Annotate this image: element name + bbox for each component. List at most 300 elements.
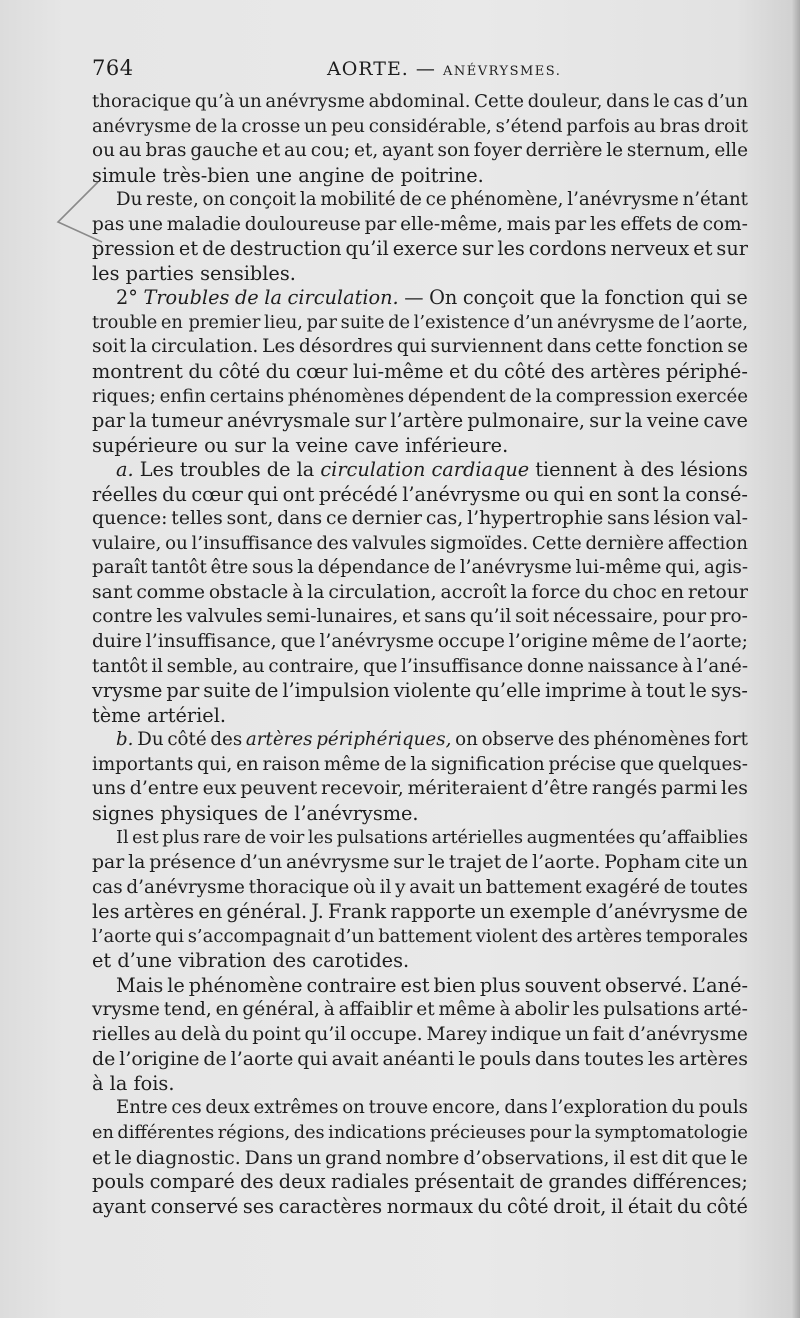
- text-line: [92, 1195, 748, 1220]
- word: sternum,: [626, 140, 711, 162]
- word: périphé-: [666, 360, 748, 384]
- word: différentes: [117, 1122, 215, 1143]
- word: circulation.: [150, 336, 259, 358]
- running-head-subtitle: ANÉVRYSMES.: [442, 64, 562, 79]
- word: sur: [716, 237, 748, 261]
- word: On: [429, 286, 458, 310]
- word: vibration: [178, 949, 267, 973]
- word: sys-: [710, 679, 748, 703]
- text-line: [92, 385, 748, 410]
- word: la: [109, 1071, 128, 1095]
- word: qu’il: [345, 237, 389, 261]
- word: était: [627, 1194, 673, 1218]
- text-line: [92, 925, 748, 950]
- word: montrent: [92, 360, 183, 384]
- word: uns: [92, 778, 126, 800]
- word: donne: [526, 655, 584, 677]
- word: à: [623, 458, 635, 482]
- text-line: [92, 262, 748, 287]
- word: très-bien: [162, 163, 250, 187]
- text-line: [92, 507, 748, 532]
- word: d’un: [707, 91, 748, 112]
- word: a.: [116, 458, 134, 482]
- word: son: [437, 140, 470, 162]
- word: même: [323, 753, 381, 775]
- word: du: [677, 1194, 702, 1218]
- word: l’aorte: [92, 925, 152, 947]
- word: un: [723, 851, 748, 873]
- word: contraire: [306, 973, 397, 997]
- word: côté: [503, 360, 546, 384]
- page-edge-shadow: [792, 0, 800, 1318]
- word: les: [92, 900, 120, 924]
- word: vrysme: [92, 679, 163, 703]
- word: inférieure.: [405, 433, 509, 457]
- word: tout: [646, 679, 686, 703]
- word: l’ané-: [696, 655, 748, 677]
- word: des: [210, 729, 243, 751]
- word: un: [238, 91, 262, 112]
- word: encore,: [431, 1097, 501, 1119]
- word: bien: [433, 973, 476, 997]
- word: de: [384, 753, 407, 775]
- text-line: [92, 532, 748, 557]
- word: pour: [529, 1122, 572, 1143]
- word: artères: [123, 900, 195, 924]
- word: par: [166, 679, 200, 703]
- word: que: [363, 655, 398, 677]
- page-number: 764: [92, 56, 134, 80]
- word: sur: [234, 433, 266, 457]
- text-line: [92, 655, 748, 680]
- word: à: [630, 679, 643, 703]
- word: pouls: [92, 1170, 145, 1194]
- text-line: [92, 164, 748, 189]
- word: —: [404, 286, 424, 310]
- word: effets: [620, 213, 673, 235]
- word: dernier: [351, 508, 423, 530]
- word: pro-: [709, 606, 748, 628]
- word: la: [574, 1122, 591, 1143]
- word: de: [658, 312, 680, 333]
- word: au: [242, 655, 265, 677]
- word: ces: [171, 1097, 202, 1119]
- word: qui: [553, 482, 585, 506]
- word: il: [151, 655, 163, 677]
- word: foyer: [473, 140, 522, 162]
- word: la: [271, 433, 290, 457]
- word: radiales: [330, 1170, 410, 1194]
- word: destruction: [229, 237, 342, 261]
- word: physiques: [160, 801, 259, 825]
- text-line: [92, 704, 748, 729]
- word: souvent: [524, 973, 602, 997]
- word: Popham: [604, 851, 681, 873]
- text-line: [92, 1121, 748, 1146]
- word: nerveux: [610, 237, 690, 261]
- word: des: [293, 1122, 325, 1143]
- word: elle: [714, 140, 748, 162]
- word: l’exploration: [551, 1097, 668, 1119]
- word: soit: [92, 336, 127, 358]
- word: toutes: [584, 1048, 644, 1071]
- word: considérable,: [368, 115, 492, 137]
- word: sous: [251, 557, 294, 579]
- word: anéanti: [382, 1048, 455, 1071]
- word: raison: [262, 753, 321, 775]
- word: à: [292, 581, 304, 603]
- word: dans: [606, 91, 650, 112]
- word: Du: [137, 729, 164, 751]
- running-head-main: AORTE.: [327, 58, 409, 80]
- word: du: [477, 1194, 503, 1218]
- word: paraît: [92, 557, 148, 579]
- word: l’origine: [119, 1048, 200, 1071]
- word: suite: [203, 679, 251, 703]
- word: la: [299, 189, 317, 211]
- word: signes: [92, 801, 155, 825]
- word: au: [633, 115, 657, 137]
- word: circulation,: [328, 581, 437, 603]
- word: violent: [475, 925, 538, 947]
- word: quelques-: [657, 753, 748, 775]
- word: le: [458, 1048, 476, 1071]
- word: artères: [576, 925, 643, 947]
- word: douleur,: [527, 91, 603, 112]
- word: rare: [203, 828, 241, 849]
- word: la: [130, 336, 148, 358]
- text-line: [92, 409, 748, 434]
- word: douloureuse: [244, 213, 361, 235]
- word: peuvent: [240, 778, 318, 800]
- word: veine: [646, 409, 700, 433]
- word: de: [519, 1170, 544, 1194]
- word: n’étant: [682, 189, 748, 211]
- word: Entre: [116, 1097, 168, 1119]
- word: en: [660, 581, 685, 603]
- word: par: [554, 213, 587, 235]
- word: observe: [481, 729, 555, 751]
- text-line: [92, 311, 748, 336]
- word: pouls: [698, 1097, 748, 1119]
- word: bras: [145, 140, 187, 162]
- word: pression: [92, 237, 175, 261]
- word: différences;: [632, 1170, 748, 1194]
- word: on: [342, 1097, 365, 1119]
- word: qu’il: [304, 1023, 347, 1045]
- word: reste,: [146, 189, 199, 211]
- word: parties: [125, 261, 194, 285]
- word: deux: [278, 1170, 326, 1194]
- word: compression: [555, 385, 673, 407]
- word: la: [129, 409, 147, 433]
- word: d’anévrysme: [628, 1023, 748, 1045]
- word: droit: [703, 115, 748, 137]
- word: Dans: [244, 1146, 293, 1169]
- word: de: [266, 458, 291, 482]
- word: Du: [116, 189, 143, 211]
- word: et: [416, 999, 435, 1021]
- word: poitrine.: [400, 163, 484, 187]
- word: normaux: [386, 1194, 474, 1218]
- word: ou: [165, 532, 188, 554]
- word: Mais: [116, 973, 164, 997]
- word: ce: [326, 508, 348, 530]
- word: par: [92, 409, 126, 433]
- text-line: [92, 115, 748, 140]
- word: sont: [617, 482, 659, 506]
- word: delà: [180, 1023, 221, 1045]
- word: soit: [515, 606, 550, 628]
- text-line: [92, 998, 748, 1023]
- word: retour: [687, 581, 748, 603]
- word: sur: [393, 851, 424, 873]
- word: et: [261, 140, 281, 162]
- word: temporales: [645, 925, 748, 947]
- word: la: [535, 385, 553, 407]
- word: de: [505, 851, 529, 873]
- word: d’une: [117, 949, 173, 973]
- word: l’insuffisance: [401, 655, 524, 677]
- word: peu: [331, 115, 365, 137]
- word: la: [221, 115, 238, 137]
- word: en premier: [160, 312, 261, 333]
- body-text: [92, 90, 748, 1219]
- word: les: [590, 213, 617, 235]
- word: de: [653, 631, 677, 653]
- word: artérielles: [431, 828, 524, 849]
- word: enfin: [159, 385, 206, 407]
- word: mais: [506, 213, 551, 235]
- word: fort: [714, 729, 748, 751]
- word: l’anévrysme: [402, 482, 521, 506]
- word: derrière: [525, 140, 603, 162]
- word: réelles: [92, 482, 158, 506]
- word: le: [730, 1146, 748, 1169]
- word: dans: [277, 508, 323, 530]
- text-line: [92, 900, 748, 925]
- word: cardiaque: [431, 458, 530, 482]
- word: l’anévrysme: [567, 189, 679, 211]
- word: cœur: [191, 482, 243, 506]
- text-line: [92, 728, 748, 753]
- word: l’aorte.: [532, 851, 601, 873]
- word: recevoir,: [321, 778, 404, 800]
- word: L’ané-: [691, 973, 748, 997]
- word: conçoit: [462, 286, 535, 310]
- word: lésion: [653, 508, 710, 530]
- word: régions,: [217, 1122, 291, 1143]
- word: désordres: [298, 336, 393, 358]
- word: de: [388, 312, 411, 333]
- word: supérieure: [92, 433, 198, 457]
- word: précédé: [318, 482, 398, 506]
- word: qui: [297, 1048, 328, 1071]
- word: artères: [590, 360, 661, 384]
- word: vrysme: [92, 999, 160, 1021]
- word: sensibles.: [200, 261, 296, 285]
- word: affection: [667, 532, 748, 554]
- word: consé-: [685, 482, 748, 506]
- word: phénomène: [188, 973, 303, 997]
- word: semi-lunaires,: [266, 606, 399, 628]
- word: un: [480, 900, 505, 924]
- word: que: [691, 1146, 727, 1169]
- text-line: [92, 949, 748, 974]
- word: quence:: [92, 508, 168, 530]
- word: ont: [282, 482, 315, 506]
- text-line: [92, 458, 748, 483]
- word: occupe.: [349, 1023, 423, 1045]
- word: trouve: [368, 1097, 429, 1119]
- word: et,: [354, 140, 379, 162]
- word: de: [195, 115, 218, 137]
- word: arté-: [703, 999, 748, 1021]
- word: affaiblir: [338, 999, 413, 1021]
- word: sur: [354, 409, 387, 433]
- word: l’aorte;: [679, 631, 748, 653]
- word: b.: [116, 729, 134, 751]
- word: occupe: [437, 631, 505, 653]
- text-line: [92, 483, 748, 508]
- word: anévrysme: [556, 312, 655, 333]
- word: au: [154, 1023, 178, 1045]
- word: l’origine: [508, 631, 588, 653]
- word: des: [316, 532, 349, 554]
- word: exagéré: [585, 876, 660, 898]
- word: importants: [92, 753, 194, 775]
- word: violente: [393, 679, 472, 703]
- word: général,: [242, 999, 320, 1021]
- word: fait: [592, 1023, 625, 1045]
- word: il: [613, 1146, 626, 1169]
- word: thoracique: [92, 91, 192, 112]
- word: sans: [424, 606, 467, 628]
- word: qui: [396, 336, 427, 358]
- word: et: [178, 237, 199, 261]
- word: les: [156, 606, 183, 628]
- word: le: [606, 140, 624, 162]
- word: dépendent: [407, 385, 506, 407]
- word: même: [438, 999, 496, 1021]
- word: point: [252, 1023, 301, 1045]
- word: phénomènes: [287, 385, 405, 407]
- word: les: [92, 261, 120, 285]
- word: par: [92, 851, 125, 873]
- word: des: [272, 949, 307, 973]
- word: valvules: [186, 606, 263, 628]
- word: carotides.: [312, 949, 410, 973]
- word: ayant: [92, 1194, 147, 1218]
- word: le: [689, 679, 707, 703]
- word: contre: [92, 606, 153, 628]
- word: et: [92, 1146, 111, 1169]
- word: que: [280, 631, 316, 653]
- word: est: [400, 973, 430, 997]
- word: il: [379, 876, 392, 898]
- word: Cette: [531, 532, 582, 554]
- word: bras: [659, 115, 701, 137]
- word: s’accompagnait: [187, 925, 331, 947]
- word: les: [307, 828, 333, 849]
- word: contraire,: [268, 655, 360, 677]
- word: l’aorte: [230, 1048, 294, 1071]
- word: des: [640, 458, 675, 482]
- word: un: [565, 1023, 590, 1045]
- word: cite: [684, 851, 720, 873]
- word: de: [509, 385, 532, 407]
- word: pour: [662, 606, 707, 628]
- word: la: [663, 482, 681, 506]
- word: conservé: [150, 1194, 239, 1218]
- word: l’hypertrophie: [467, 508, 604, 530]
- word: la: [581, 286, 599, 310]
- word: observé.: [604, 973, 688, 997]
- text-line: [92, 434, 748, 459]
- word: ce: [425, 189, 447, 211]
- word: phénomène,: [450, 189, 564, 211]
- word: la: [297, 557, 314, 579]
- word: ou: [204, 433, 229, 457]
- word: l’impulsion: [282, 679, 390, 703]
- word: on: [455, 729, 478, 751]
- word: duire: [92, 631, 142, 653]
- word: lui-même: [352, 360, 444, 384]
- word: ou: [524, 482, 549, 506]
- word: caractères: [278, 1194, 383, 1218]
- word: signification: [430, 753, 545, 775]
- word: présence: [149, 851, 236, 873]
- word: comparé: [149, 1170, 235, 1194]
- word: choc: [612, 581, 657, 603]
- word: une: [255, 163, 293, 187]
- word: certains: [209, 385, 285, 407]
- word: cœur: [295, 360, 348, 384]
- word: fonction: [646, 336, 724, 358]
- word: vulaire,: [92, 532, 162, 554]
- word: dans: [504, 1097, 548, 1119]
- text-line: [92, 1023, 748, 1048]
- word: pulmonaire,: [467, 409, 586, 433]
- word: est: [132, 828, 159, 849]
- word: le: [427, 851, 446, 873]
- word: se: [726, 286, 748, 310]
- word: d’entre: [129, 778, 199, 800]
- text-line: [92, 851, 748, 876]
- word: artères: [245, 729, 313, 751]
- word: et: [402, 606, 421, 628]
- word: mobilité: [320, 189, 396, 211]
- word: riques;: [92, 385, 156, 407]
- text-line: [92, 1146, 748, 1171]
- word: être: [210, 557, 249, 579]
- word: ses: [242, 1194, 275, 1218]
- word: lui-même: [575, 557, 662, 579]
- word: tend,: [163, 999, 212, 1021]
- running-header: [92, 56, 748, 86]
- word: cas: [673, 91, 704, 112]
- running-head-dash: —: [415, 58, 436, 80]
- word: les: [572, 999, 600, 1021]
- word: général.: [226, 900, 308, 924]
- word: 2°: [116, 286, 138, 310]
- word: côté: [218, 360, 261, 384]
- word: maladie: [166, 213, 241, 235]
- word: côté: [706, 1194, 748, 1218]
- word: un: [296, 1146, 322, 1169]
- word: côté: [167, 729, 207, 751]
- word: dépendance: [317, 557, 430, 579]
